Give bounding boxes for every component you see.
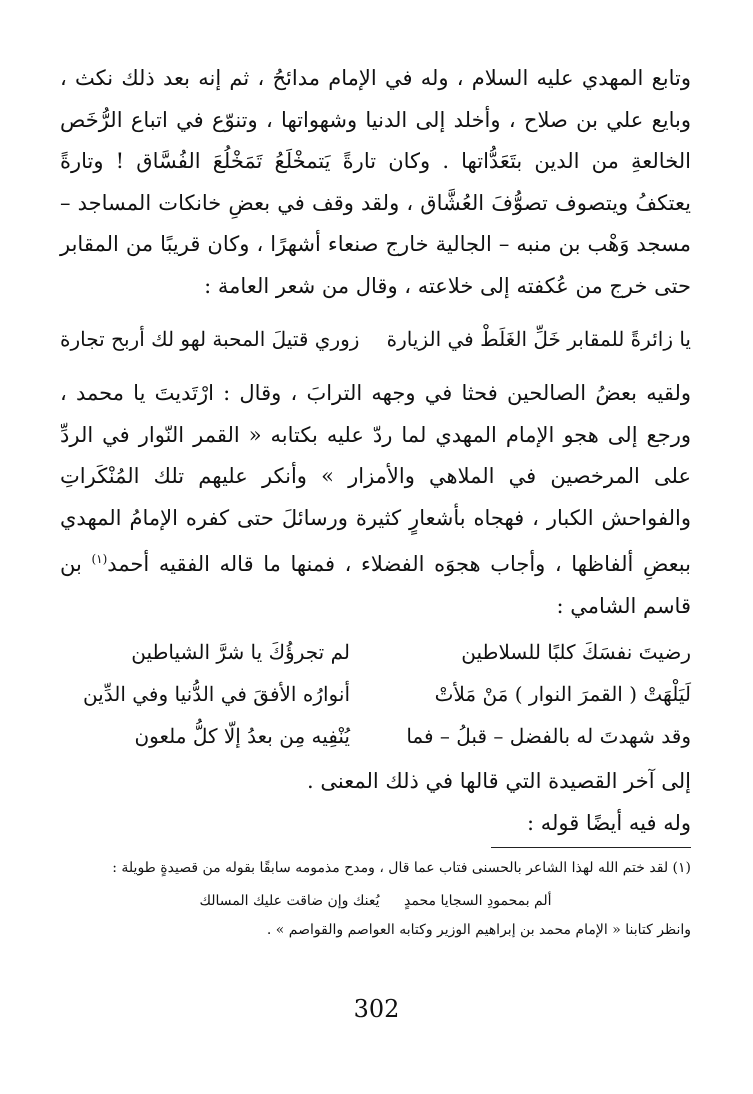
paragraph-4: وله فيه أيضًا قوله : — [526, 810, 691, 835]
footnote-verse-second: يُعنك وإن ضاقت عليك المسالك — [199, 893, 380, 909]
paragraph-3: إلى آخر القصيدة التي قالها في ذلك المعنى . — [307, 769, 691, 793]
footnote-verse-first: ألم بمحمودِ السجايا محمدٍ — [404, 893, 552, 909]
poem-line-2-first: لَيَلْهَتْ ( القمرَ النوار ) مَنْ مَلأتْ — [434, 682, 691, 706]
footnote-line-1: (١) لقد ختم الله لهذا الشاعر بالحسنى فتاب عما قال ، ومدح مذمومه سابقًا بقوله من قصيدةٍ طويلة : — [112, 860, 691, 876]
poem-line — [60, 715, 691, 757]
paragraph-1: وتابع المهدي عليه السلام ، وله في الإمام مدائحُ ، ثم إنه بعد ذلك نكث ، وبايع علي بن صلاح ، وأخلد إلى الدنيا وشهواتها ، وتنوّع في اتباع الرُّخَص الخالعةِ من الدين بتَعَدُّاتها . وكان تارةً يَتمخْلَعُ تَمَخْلُعَ الفُسَّاق ! وتارةً يعتكفُ ويتصوف تصوُّفَ العُشَّاق ، ولقد وقف في بعضِ خانكات المساجد – مسجد وَهْب بن منبه – الجالية خارج صنعاء أشهرًا ، وكان قريبًا من المقابر حتى خرج من عُكفته إلى خلاعته ، وقال من شعر العامة : — [60, 66, 691, 298]
footnote — [60, 855, 691, 944]
verse-1-first-hemistich: يا زائرةً للمقابر خَلِّ الغَلَطْ في الزيارة — [386, 327, 691, 351]
main-text — [60, 58, 691, 844]
verse-1-second-hemistich: زوري قتيلَ المحبة لهو لك أربح تجارة — [60, 327, 360, 351]
paragraph-2 — [60, 373, 691, 627]
poem-line-3-second: يُنْفِيه مِن بعدُ إلّا كلُّ ملعون — [134, 724, 350, 748]
footnote-divider — [491, 847, 691, 848]
footnote-reference[interactable]: (١) — [91, 552, 108, 566]
footnote-line-last: وانظر كتابنا « الإمام محمد بن إبراهيم الوزير وكتابه العواصم والقواصم » . — [266, 922, 691, 938]
footnote-verse — [60, 888, 691, 915]
poem-line-1-second: لم تجرؤُكَ يا شرَّ الشياطين — [131, 640, 350, 664]
page-number: 302 — [353, 995, 400, 1023]
poem-line — [60, 673, 691, 715]
paragraph-2-text: ولقيه بعضُ الصالحين فحثا في وجهه الترابَ ، وقال : ارْتَديتَ يا محمد ، ورجع إلى هجو الإمام المهدي لما ردّ عليه بكتابه « القمر النّوار في الردِّ على المرخصين في الملاهي والأمزار » وأنكر عليهم تلك المُنْكَراتِ والفواحش الكبار ، فهجاه بأشعارٍ كثيرة ورسائلَ حتى كفره الإمامُ المهدي ببعضِ ألفاظها ، وأجاب هجوَه الفضلاء ، فمنها ما قاله الفقيه أحمد — [60, 381, 691, 576]
verse-1 — [60, 319, 691, 359]
poem-line-3-first: وقد شهدتَ له بالفضل – قبلُ – فما — [406, 724, 691, 748]
poem-line-2-second: أنوارُه الأفقَ في الدُّنيا وفي الدِّين — [82, 682, 350, 706]
poem-line-1-first: رضيتَ نفسَكَ كلبًا للسلاطين — [461, 640, 691, 664]
paragraph-2-tail: بن قاسم الشامي : — [60, 552, 691, 618]
poem — [60, 631, 691, 757]
poem-line — [60, 631, 691, 673]
